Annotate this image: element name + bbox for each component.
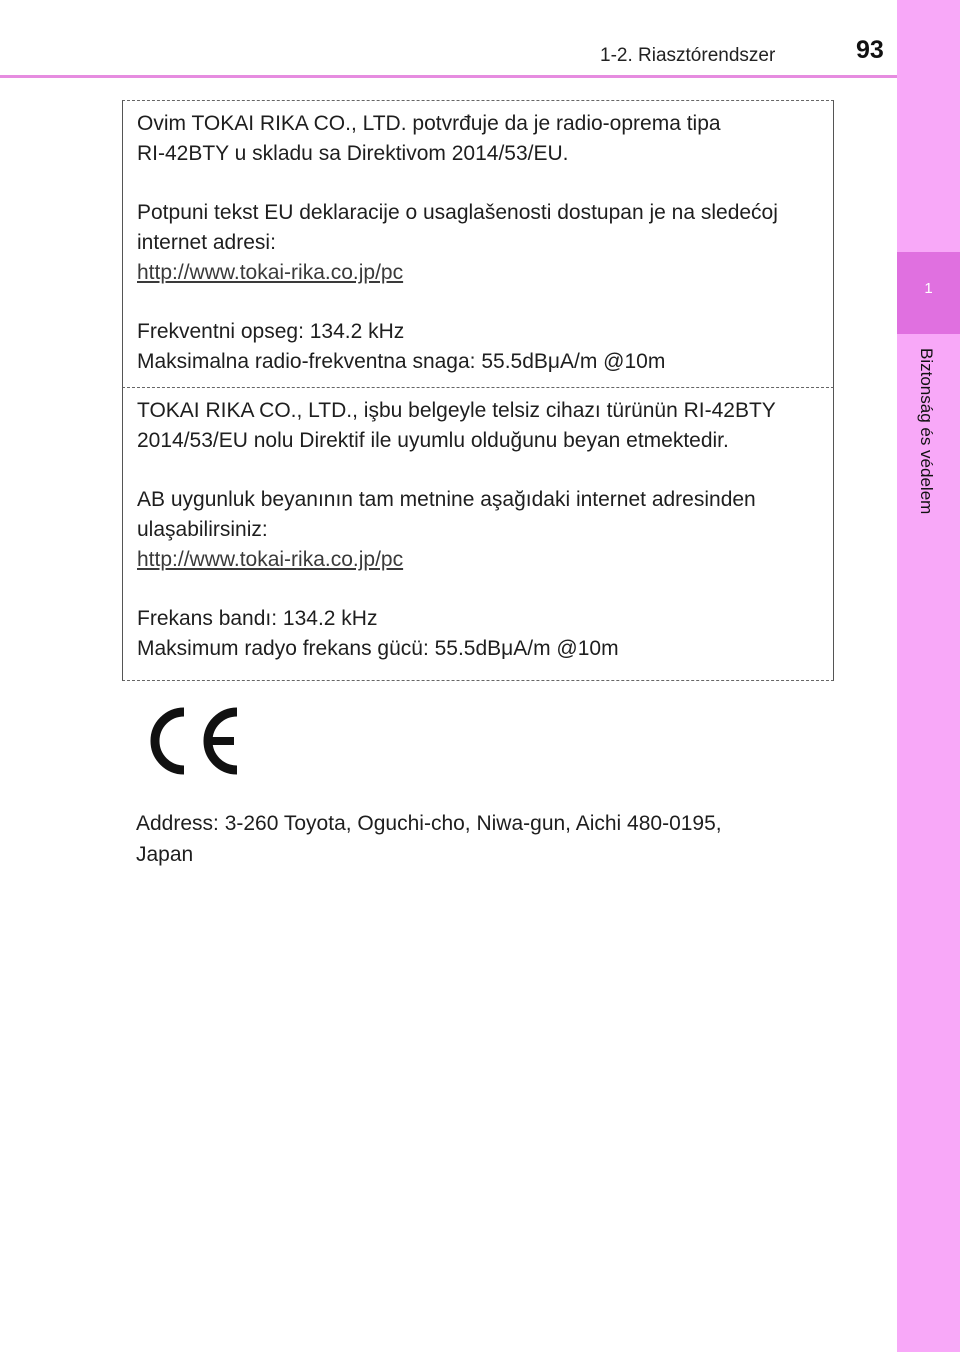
max-rf-power: Maksimalna radio-frekventna snaga: 55.5dBμA/m @10m	[137, 350, 666, 373]
chapter-number: 1	[924, 280, 933, 297]
declaration-text-line: RI-42BTY u skladu sa Direktivom 2014/53/EU.	[137, 142, 569, 165]
declaration-text-line: AB uygunluk beyanının tam metnine aşağıdaki internet adresinden	[137, 488, 756, 511]
address-line: Address: 3-260 Toyota, Oguchi-cho, Niwa-gun, Aichi 480-0195,	[136, 812, 722, 835]
declaration-text-line: 2014/53/EU nolu Direktif ile uyumlu olduğunu beyan etmektedir.	[137, 429, 729, 452]
manufacturer-address	[136, 808, 836, 870]
declaration-text-line: ulaşabilirsiniz:	[137, 518, 268, 541]
declaration-text-line: Potpuni tekst EU deklaracije o usaglašenosti dostupan je na sledećoj	[137, 201, 778, 224]
declaration-url-link[interactable]: http://www.tokai-rika.co.jp/pc	[137, 261, 404, 284]
header-divider	[0, 75, 897, 78]
declaration-text-line: internet adresi:	[137, 231, 276, 254]
ce-mark-icon	[140, 704, 244, 778]
page-number: 93	[856, 36, 884, 64]
chapter-title: Biztonság és védelem	[917, 348, 936, 515]
section-title: 1-2. Riasztórendszer	[600, 45, 776, 66]
declaration-text-line: Ovim TOKAI RIKA CO., LTD. potvrđuje da je radio-oprema tipa	[137, 112, 721, 135]
chapter-side-tab	[897, 0, 960, 1352]
frequency-range: Frekventni opseg: 134.2 kHz	[137, 320, 405, 343]
address-line: Japan	[136, 843, 194, 866]
declaration-url-link[interactable]: http://www.tokai-rika.co.jp/pc	[137, 548, 404, 571]
max-rf-power: Maksimum radyo frekans gücü: 55.5dBμA/m @10m	[137, 637, 619, 660]
declaration-serbian-box	[122, 100, 834, 387]
declaration-text-line: TOKAI RIKA CO., LTD., işbu belgeyle telsiz cihazı türünün RI-42BTY	[137, 399, 776, 422]
declaration-turkish-box	[122, 387, 834, 681]
frequency-band: Frekans bandı: 134.2 kHz	[137, 607, 378, 630]
